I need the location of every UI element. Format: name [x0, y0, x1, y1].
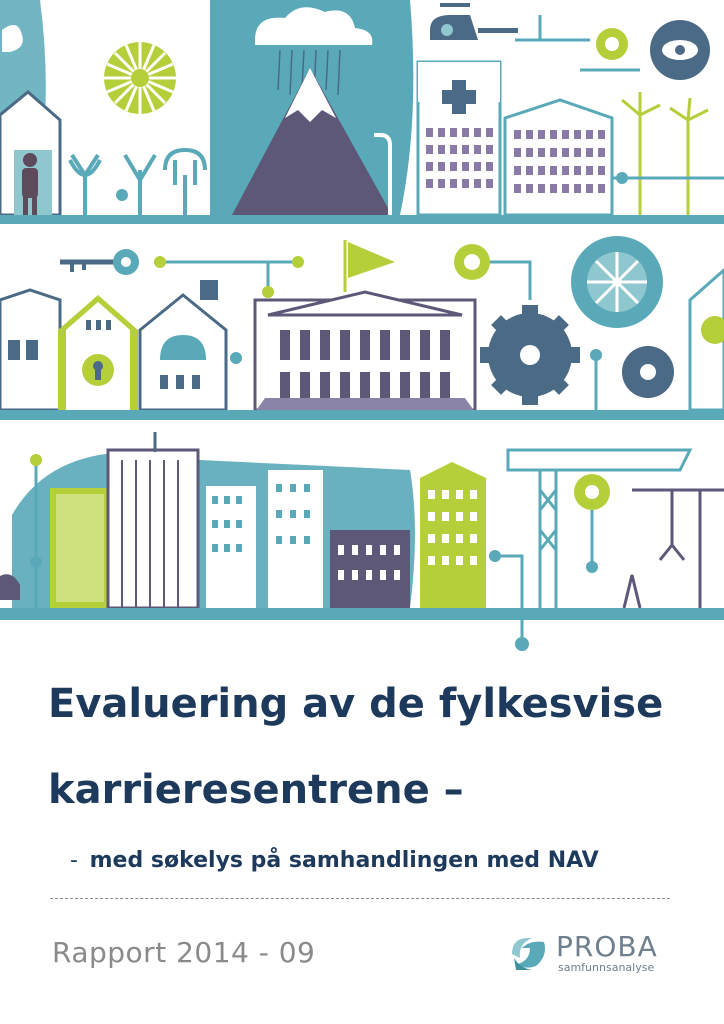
row1-scene	[0, 0, 724, 224]
gear-small-icon	[622, 346, 674, 398]
dashed-divider	[50, 898, 670, 899]
key-icon	[60, 249, 139, 275]
old-houses	[330, 530, 410, 608]
lime-apartment	[420, 462, 486, 608]
proba-logo-mark-icon	[510, 934, 550, 974]
tree-icon	[70, 150, 205, 215]
title-line-2: karrieresentrene –	[48, 767, 464, 813]
hospital-building	[418, 62, 500, 215]
lime-tower	[50, 488, 110, 608]
gear-icon	[480, 305, 580, 405]
skyscraper	[108, 432, 198, 608]
wind-turbine-icon	[622, 92, 708, 215]
crane-icon	[508, 450, 690, 608]
row2-scene	[0, 236, 724, 420]
proba-logo	[510, 930, 670, 978]
helicopter-icon	[430, 3, 518, 40]
subtitle-text: med søkelys på samhandlingen med NAV	[89, 848, 599, 873]
office-building	[505, 100, 612, 215]
subtitle	[70, 848, 599, 873]
row3-scene	[0, 432, 724, 651]
house-row	[0, 280, 226, 410]
title-line-1: Evaluering av de fylkesvise	[48, 681, 664, 727]
report-number: Rapport 2014 - 09	[52, 936, 316, 969]
magnifier-icon	[650, 20, 710, 80]
logo-tagline: samfunnsanalyse	[558, 961, 655, 974]
sun-icon	[104, 42, 176, 114]
wheel-icon	[571, 236, 663, 328]
crane-hook-icon	[624, 490, 724, 608]
subtitle-dash: -	[70, 848, 78, 873]
palace-building	[255, 240, 475, 412]
logo-name: PROBA	[556, 930, 658, 963]
